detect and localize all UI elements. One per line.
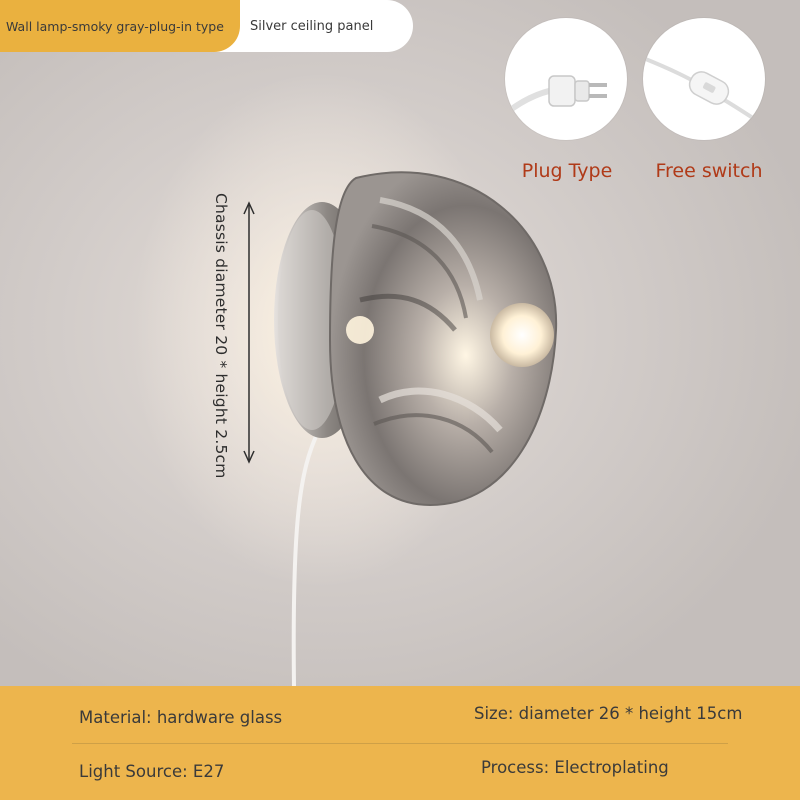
spec-light-source: Light Source: E27 xyxy=(79,762,225,781)
spec-divider xyxy=(72,743,728,744)
tab-label: Silver ceiling panel xyxy=(250,18,374,34)
chassis-dimension-label: Chassis diameter 20 * height 2.5cm xyxy=(212,193,230,479)
tab-wall-lamp-smoky-gray[interactable] xyxy=(0,0,240,52)
tab-label: Wall lamp-smoky gray-plug-in type xyxy=(6,18,224,34)
plug-type-caption: Plug Type xyxy=(521,160,613,182)
spec-material: Material: hardware glass xyxy=(79,708,283,727)
free-switch-caption: Free switch xyxy=(655,160,763,182)
switch-icon xyxy=(643,18,765,140)
spec-size: Size: diameter 26 * height 15cm xyxy=(474,704,743,723)
plug-icon xyxy=(505,18,627,140)
spec-process: Process: Electroplating xyxy=(481,758,669,777)
